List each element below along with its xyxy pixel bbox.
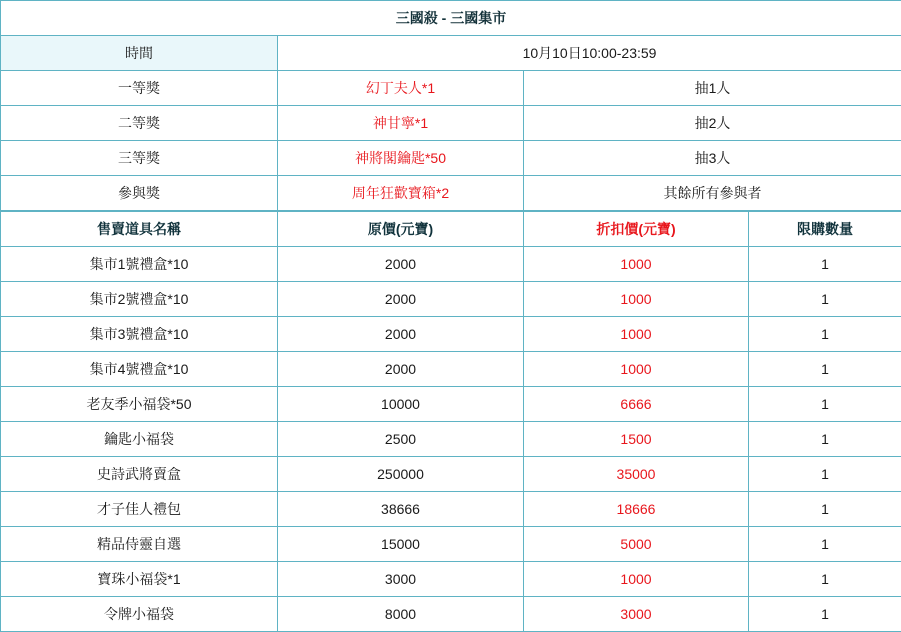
goods-price: 2500 — [278, 422, 524, 457]
goods-header-row — [1, 212, 901, 247]
goods-header-discount: 折扣價(元寶) — [524, 212, 749, 247]
goods-discount: 6666 — [524, 387, 749, 422]
goods-discount: 3000 — [524, 597, 749, 632]
goods-price: 8000 — [278, 597, 524, 632]
goods-limit: 1 — [749, 457, 901, 492]
table-row — [1, 562, 901, 597]
goods-price: 10000 — [278, 387, 524, 422]
goods-discount: 1500 — [524, 422, 749, 457]
goods-discount: 1000 — [524, 247, 749, 282]
goods-price: 38666 — [278, 492, 524, 527]
goods-limit: 1 — [749, 562, 901, 597]
goods-discount: 1000 — [524, 317, 749, 352]
table-row — [1, 282, 901, 317]
goods-name: 集市3號禮盒*10 — [1, 317, 278, 352]
goods-header-limit: 限購數量 — [749, 212, 901, 247]
goods-limit: 1 — [749, 352, 901, 387]
row-count-participation: 其餘所有參與者 — [524, 176, 901, 211]
goods-limit: 1 — [749, 422, 901, 457]
goods-discount: 1000 — [524, 282, 749, 317]
goods-name: 集市4號禮盒*10 — [1, 352, 278, 387]
row-label-prize-3: 三等獎 — [1, 141, 278, 176]
goods-limit: 1 — [749, 317, 901, 352]
table-row-prize-3 — [1, 141, 901, 176]
row-label-time: 時間 — [1, 36, 278, 71]
goods-limit: 1 — [749, 282, 901, 317]
row-value-time: 10月10日10:00-23:59 — [278, 36, 901, 71]
row-count-2: 抽2人 — [524, 106, 901, 141]
goods-limit: 1 — [749, 527, 901, 562]
goods-name: 集市1號禮盒*10 — [1, 247, 278, 282]
goods-name: 集市2號禮盒*10 — [1, 282, 278, 317]
table-row-prize-1 — [1, 71, 901, 106]
table-row — [1, 317, 901, 352]
goods-price: 250000 — [278, 457, 524, 492]
table-row — [1, 457, 901, 492]
goods-limit: 1 — [749, 387, 901, 422]
goods-price: 2000 — [278, 247, 524, 282]
table-row — [1, 597, 901, 632]
goods-price: 15000 — [278, 527, 524, 562]
goods-name: 令牌小福袋 — [1, 597, 278, 632]
table-title-row — [1, 1, 901, 36]
row-prize-participation: 周年狂歡寶箱*2 — [278, 176, 524, 211]
goods-name: 史詩武將賣盒 — [1, 457, 278, 492]
goods-price: 2000 — [278, 282, 524, 317]
goods-name: 老友季小福袋*50 — [1, 387, 278, 422]
goods-price: 3000 — [278, 562, 524, 597]
row-count-3: 抽3人 — [524, 141, 901, 176]
goods-header-price: 原價(元寶) — [278, 212, 524, 247]
table-row — [1, 352, 901, 387]
goods-limit: 1 — [749, 597, 901, 632]
goods-name: 寶珠小福袋*1 — [1, 562, 278, 597]
row-label-prize-1: 一等獎 — [1, 71, 278, 106]
table-row — [1, 247, 901, 282]
goods-limit: 1 — [749, 492, 901, 527]
goods-price: 2000 — [278, 352, 524, 387]
table-row — [1, 387, 901, 422]
goods-discount: 5000 — [524, 527, 749, 562]
goods-discount: 35000 — [524, 457, 749, 492]
goods-name: 才子佳人禮包 — [1, 492, 278, 527]
table-row — [1, 527, 901, 562]
row-label-prize-2: 二等獎 — [1, 106, 278, 141]
row-prize-1: 幻丁夫人*1 — [278, 71, 524, 106]
promo-table — [0, 0, 901, 211]
goods-table — [0, 211, 901, 632]
goods-limit: 1 — [749, 247, 901, 282]
goods-name: 鑰匙小福袋 — [1, 422, 278, 457]
goods-header-name: 售賣道具名稱 — [1, 212, 278, 247]
table-row — [1, 492, 901, 527]
goods-discount: 1000 — [524, 352, 749, 387]
table-row-prize-2 — [1, 106, 901, 141]
row-count-1: 抽1人 — [524, 71, 901, 106]
page-title: 三國殺 - 三國集市 — [1, 1, 901, 36]
table-row-time — [1, 36, 901, 71]
table-row — [1, 422, 901, 457]
goods-discount: 18666 — [524, 492, 749, 527]
goods-name: 精品侍靈自選 — [1, 527, 278, 562]
goods-price: 2000 — [278, 317, 524, 352]
table-row-prize-participation — [1, 176, 901, 211]
row-prize-3: 神將閣鑰匙*50 — [278, 141, 524, 176]
goods-discount: 1000 — [524, 562, 749, 597]
row-label-prize-participation: 參與獎 — [1, 176, 278, 211]
row-prize-2: 神甘寧*1 — [278, 106, 524, 141]
